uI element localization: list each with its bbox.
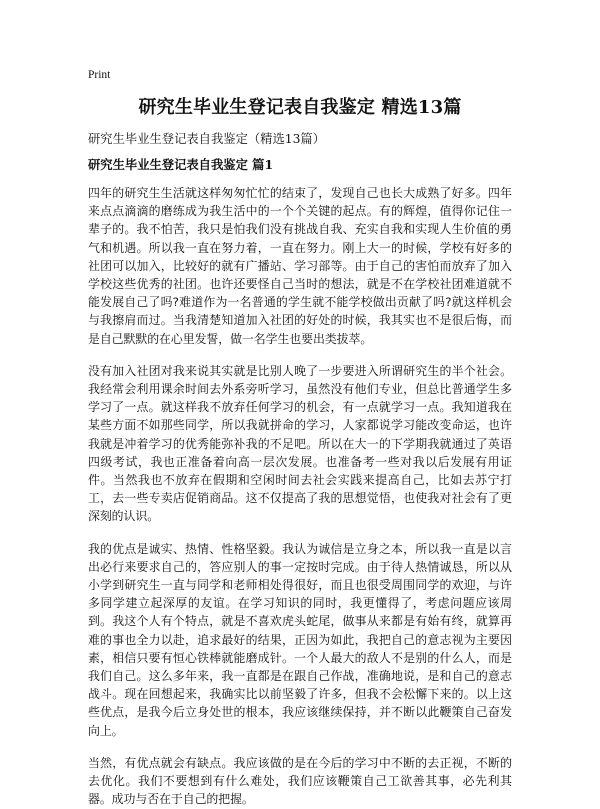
- body-paragraph: 当然，有优点就会有缺点。我应该做的是在今后的学习中不断的去正视，不断的去优化。我们不要想到有什么难处，我们应该鞭策自己工欲善其事，必先利其器。成功与否在于自己的把握。: [88, 755, 512, 807]
- document-title: 研究生毕业生登记表自我鉴定 精选13篇: [138, 97, 462, 118]
- body-paragraph: 我的优点是诚实、热情、性格坚毅。我认为诚信是立身之本，所以我一直是以言出必行来要求自己的，答应别人的事一定按时完成。由于待人热情诚恳，所以从小学到研究生一直与同学和老师相处得很好，而且也很受周围同学的欢迎，与许多同学建立起深厚的友谊。在学习知识的同时，我更懂得了，考虑问题应该周到。我这个人有个特点，就是不喜欢虎头蛇尾，做事从来都是有始有终，就算再难的事也全力以赴，追求最好的结果，正因为如此，我把自己的意志视为主要因素，相信只要有恒心铁棒就能磨成针。一个人最大的敌人不是别的什么人，而是我们自己。这么多年来，我一直都是在跟自己作战，准确地说，是和自己的意志战斗。现在回想起来，我确实比以前坚毅了许多，但我不会松懈下来的。以上这些优点，是我今后立身处世的根本，我应该继续保持，并不断以此鞭策自己奋发向上。: [88, 541, 512, 738]
- body-paragraph: 四年的研究生生活就这样匆匆忙忙的结束了，发现自己也长大成熟了好多。四年来点点滴滴的磨练成为我生活中的一个个关键的起点。有的辉煌，值得你记住一辈子的。我不怕苦，我只是怕我们没有挑战自我、充实自我和实现人生价值的勇气和机遇。所以我一直在努力着，一直在努力。刚上大一的时候，学校有好多的社团可以加入，比较好的就有广播站、学习部等。由于自己的害怕而放弃了加入学校这些优秀的社团。也许还要怪自己当时的想法，就是不在学校社团难道就不能发展自己了吗?难道作为一名普通的学生就不能学校做出贡献了吗?就这样机会与我擦肩而过。当我清楚知道加入社团的好处的时候，我其实也不是很后悔，而是自己默默的在心里发誓，做一名学生也要出类拔萃。: [88, 186, 512, 346]
- body-paragraph: 没有加入社团对我来说其实就是比别人晚了一步要进入所谓研究生的半个社会。我经常会利用课余时间去外系旁听学习，虽然没有他们专业，但总比普通学生多学习了一点。就这样我不放弃任何学习的机会，有一点就学习一点。我知道我在某些方面不如那些同学，所以我就拼命的学习，人家都说学习能改变命运，也许我就是冲着学习的优秀能弥补我的不足吧。所以在大一的下学期我就通过了英语四级考试，我也正准备着向高一层次发展。也准备考一些对我以后发展有用证件。当然我也不放弃在假期和空闲时间去社会实践来提高自己，比如去苏宁打工，去一些专卖店促销商品。这不仅提高了我的思想觉悟，也使我对社会有了更深刻的认识。: [88, 363, 512, 524]
- document-subtitle: 研究生毕业生登记表自我鉴定（精选13篇）: [88, 132, 325, 146]
- section-heading: 研究生毕业生登记表自我鉴定 篇1: [88, 157, 273, 172]
- print-link[interactable]: Print: [88, 69, 111, 81]
